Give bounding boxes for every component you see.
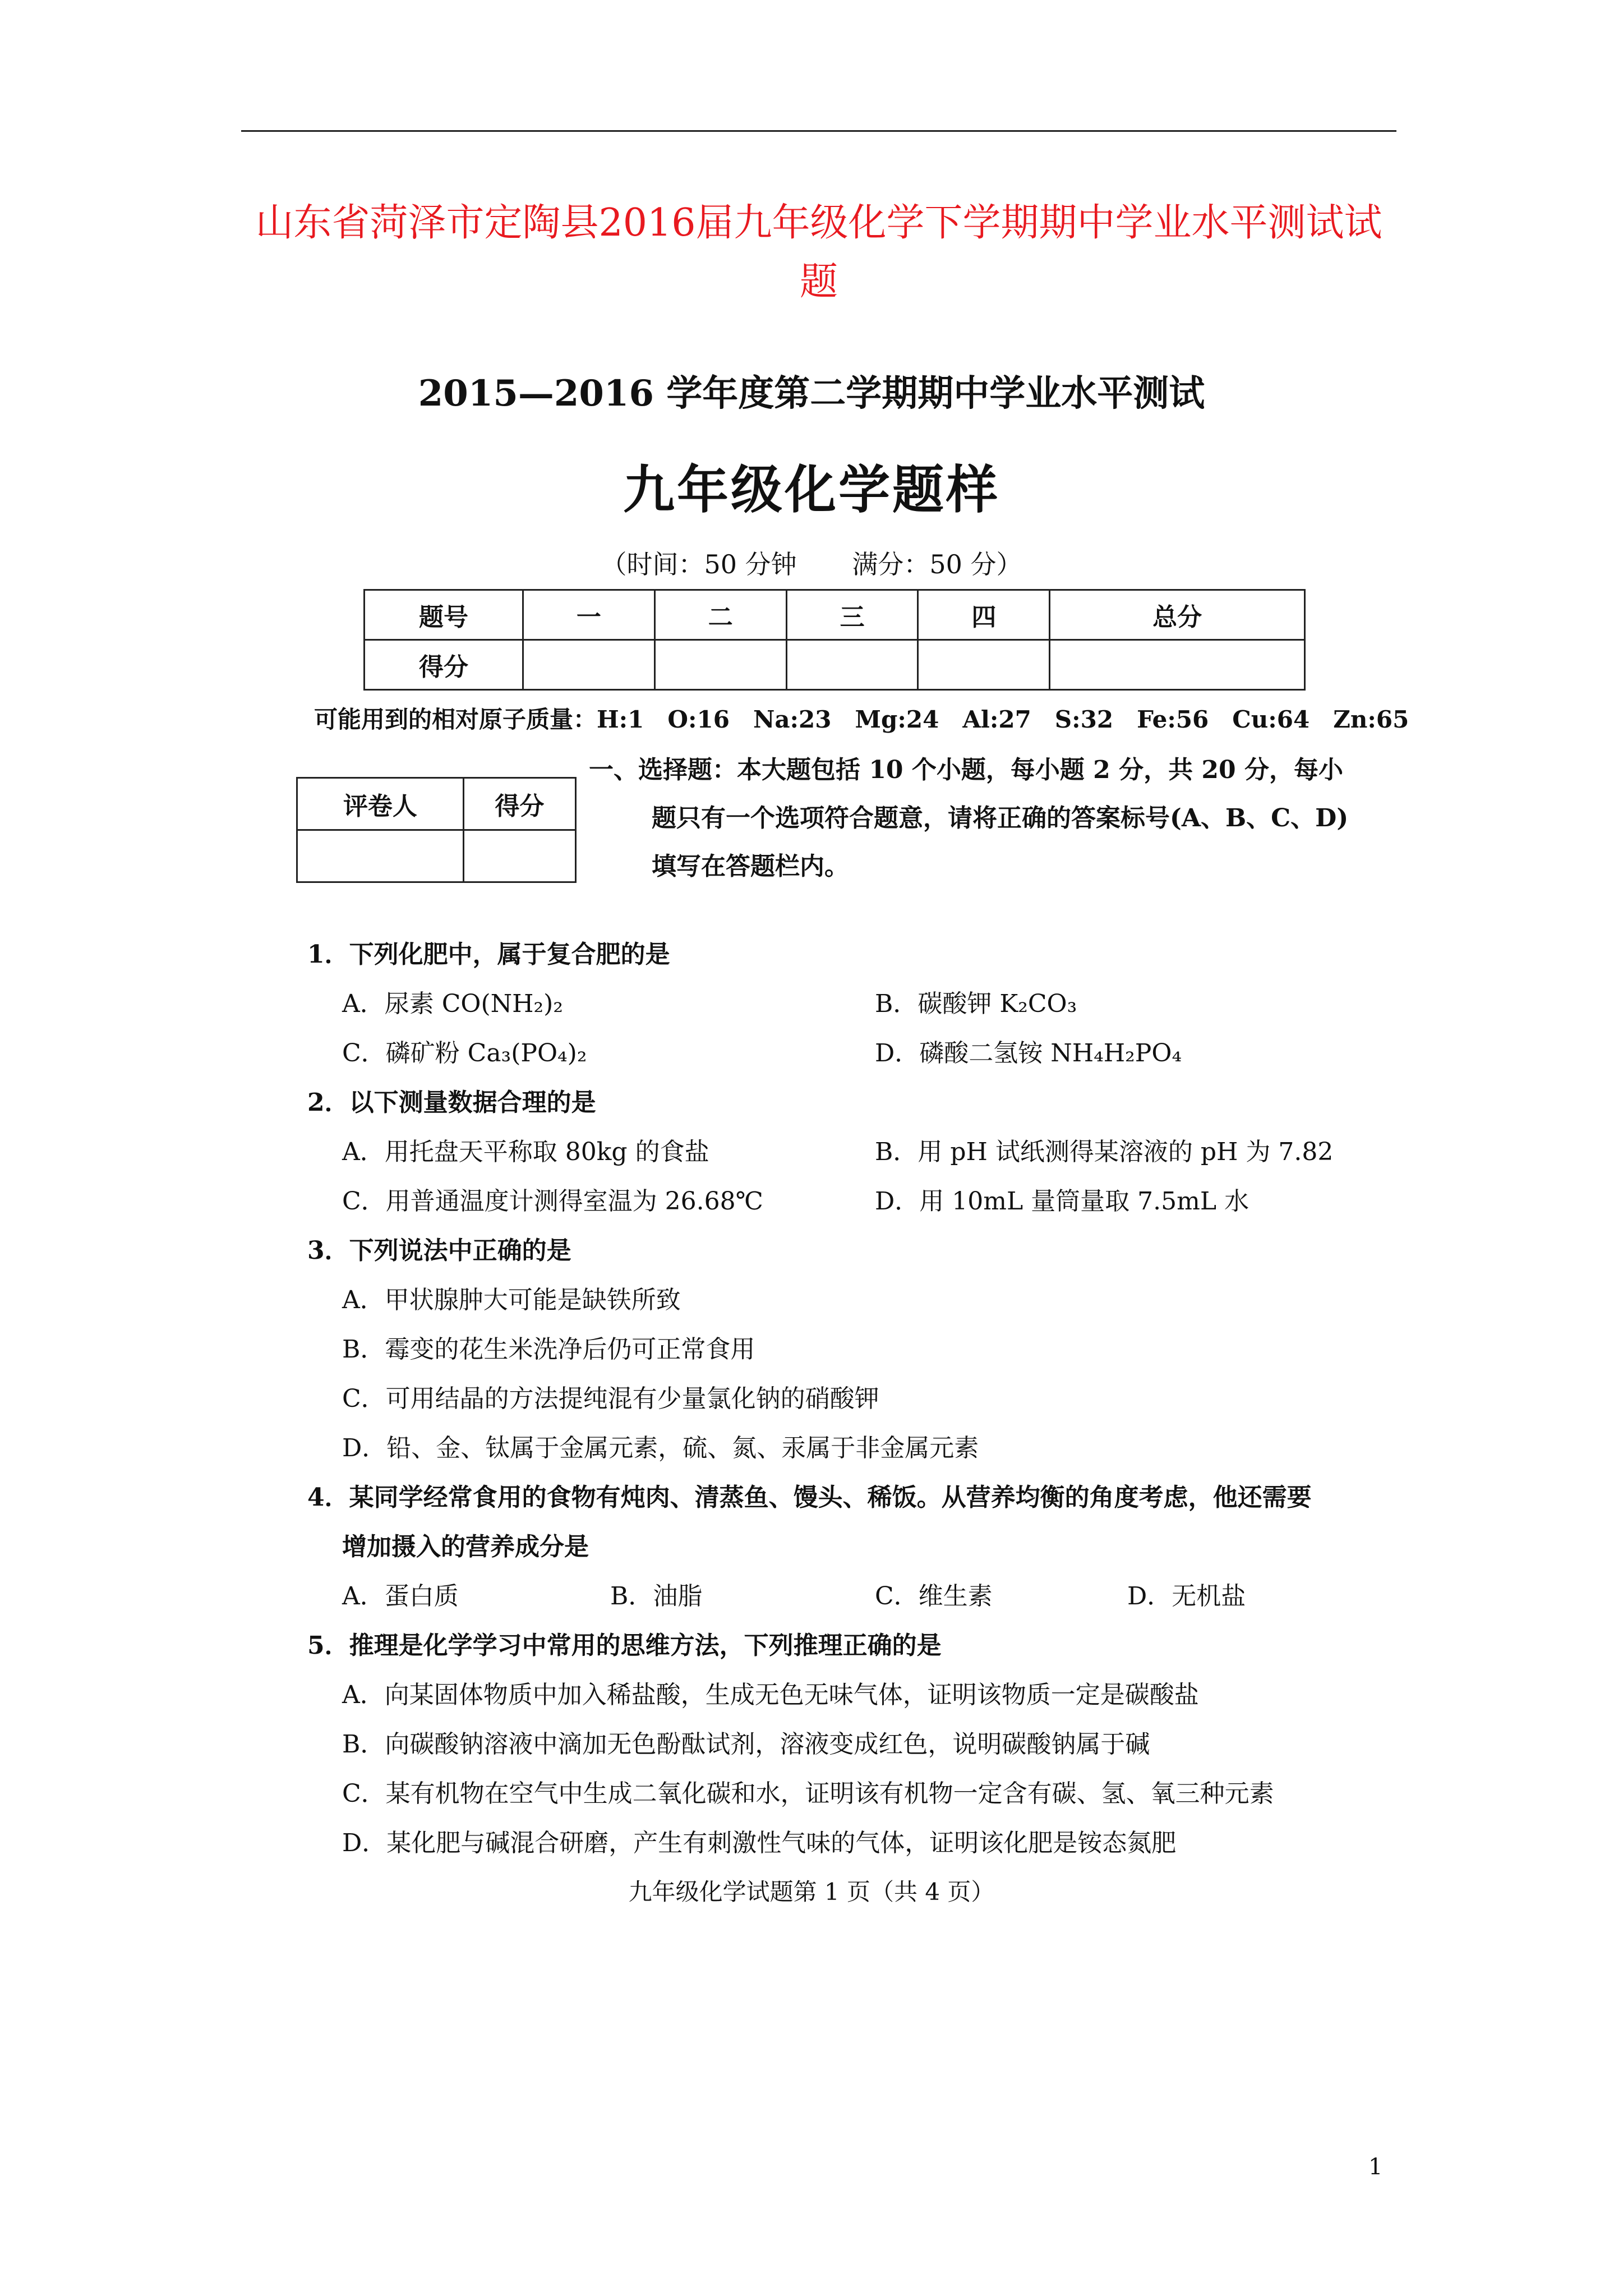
section1-instructions [589,746,1385,891]
question-3-option-c: C．可用结晶的方法提纯混有少量氯化钠的硝酸钾 [342,1384,879,1413]
score-table-header-cell: 一 [523,590,655,640]
question-4-option-d: D．无机盐 [1127,1582,1246,1611]
question-5-stem: 5．推理是化学学习中常用的思维方法，下列推理正确的是 [307,1631,942,1660]
time-line [0,544,1623,581]
full-score-text: 满分：50 分） [852,549,1022,579]
score-cell[interactable] [523,640,655,690]
question-5-option-d: D．某化肥与碱混合研磨，产生有刺激性气味的气体，证明该化肥是铵态氮肥 [342,1829,1177,1857]
question-2-stem: 2．以下测量数据合理的是 [307,1088,596,1117]
question-3-stem: 3．下列说法中正确的是 [307,1236,571,1265]
document-title-line2: 题 [799,260,838,304]
section1-line1: 一、选择题：本大题包括 10 个小题，每小题 2 分，共 20 分，每小 [589,756,1343,784]
question-2-option-a: A．用托盘天平称取 80kg 的食盐 [342,1138,709,1166]
top-rule [241,130,1396,132]
score-table-header-cell: 三 [786,590,918,640]
grader-table [296,777,577,883]
score-table-header-cell: 四 [918,590,1050,640]
question-1-option-b: B．碳酸钾 K₂CO₃ [875,990,1077,1018]
page-number: 1 [1368,2154,1383,2180]
score-table-header-cell: 二 [654,590,786,640]
score-cell[interactable] [918,640,1050,690]
score-table-header-row [365,590,1305,640]
question-2-option-b: B．用 pH 试纸测得某溶液的 pH 为 7.82 [875,1138,1334,1166]
grader-table-header-row [297,778,576,830]
question-2-option-d: D．用 10mL 量筒量取 7.5mL 水 [875,1187,1249,1216]
question-3-option-d: D．铅、金、钛属于金属元素，硫、氮、汞属于非金属元素 [342,1434,979,1462]
grader-table-row [297,830,576,882]
question-4-option-a: A．蛋白质 [342,1582,459,1611]
question-1-option-c: C．磷矿粉 Ca₃(PO₄)₂ [342,1039,587,1068]
section1-line3: 填写在答题栏内。 [652,852,849,881]
question-2-option-c: C．用普通温度计测得室温为 26.68℃ [342,1187,763,1216]
question-1-option-d: D．磷酸二氢铵 NH₄H₂PO₄ [875,1039,1182,1068]
question-5-option-c: C．某有机物在空气中生成二氧化碳和水，证明该有机物一定含有碳、氢、氧三种元素 [342,1779,1274,1808]
score-table-header-cell: 总分 [1050,590,1305,640]
question-5-option-a: A．向某固体物质中加入稀盐酸，生成无色无味气体，证明该物质一定是碳酸盐 [342,1681,1199,1709]
score-cell[interactable] [654,640,786,690]
grader-score-label: 得分 [463,778,575,830]
year-title: 2015—2016 学年度第二学期期中学业水平测试 [418,372,1205,415]
main-title: 九年级化学题样 [623,459,1000,520]
document-title-line1: 山东省菏泽市定陶县2016届九年级化学下学期期中学业水平测试试 [255,201,1382,245]
grader-score-cell[interactable] [463,830,575,882]
score-cell[interactable] [1050,640,1305,690]
score-table-score-row [365,640,1305,690]
question-4-option-c: C．维生素 [875,1582,993,1611]
score-table-header-cell: 题号 [365,590,523,640]
question-4-option-b: B．油脂 [610,1582,703,1611]
document-title [241,194,1396,311]
section1-line2: 题只有一个选项符合题意，请将正确的答案标号(A、B、C、D) [652,804,1349,832]
grader-cell[interactable] [297,830,464,882]
grader-label: 评卷人 [297,778,464,830]
question-5-option-b: B．向碳酸钠溶液中滴加无色酚酞试剂，溶液变成红色，说明碳酸钠属于碱 [342,1730,1150,1759]
question-3-option-a: A．甲状腺肿大可能是缺铁所致 [342,1286,681,1314]
score-table [363,589,1306,691]
question-1-option-a: A．尿素 CO(NH₂)₂ [342,990,563,1018]
score-cell[interactable] [786,640,918,690]
question-4-stem: 4．某同学经常食用的食物有炖肉、清蒸鱼、馒头、稀饭。从营养均衡的角度考虑，他还需要 [307,1483,1312,1512]
question-4-stem-continued: 增加摄入的营养成分是 [342,1533,589,1561]
atomic-masses: 可能用到的相对原子质量：H:1 O:16 Na:23 Mg:24 Al:27 S:32 Fe:56 Cu:64 Zn:65 [314,706,1409,733]
time-text: （时间：50 分钟 [601,549,797,579]
score-row-label: 得分 [365,640,523,690]
question-3-option-b: B．霉变的花生米洗净后仍可正常食用 [342,1335,755,1364]
page-footer: 九年级化学试题第 1 页（共 4 页） [628,1878,995,1906]
question-1-stem: 1．下列化肥中，属于复合肥的是 [307,940,670,969]
